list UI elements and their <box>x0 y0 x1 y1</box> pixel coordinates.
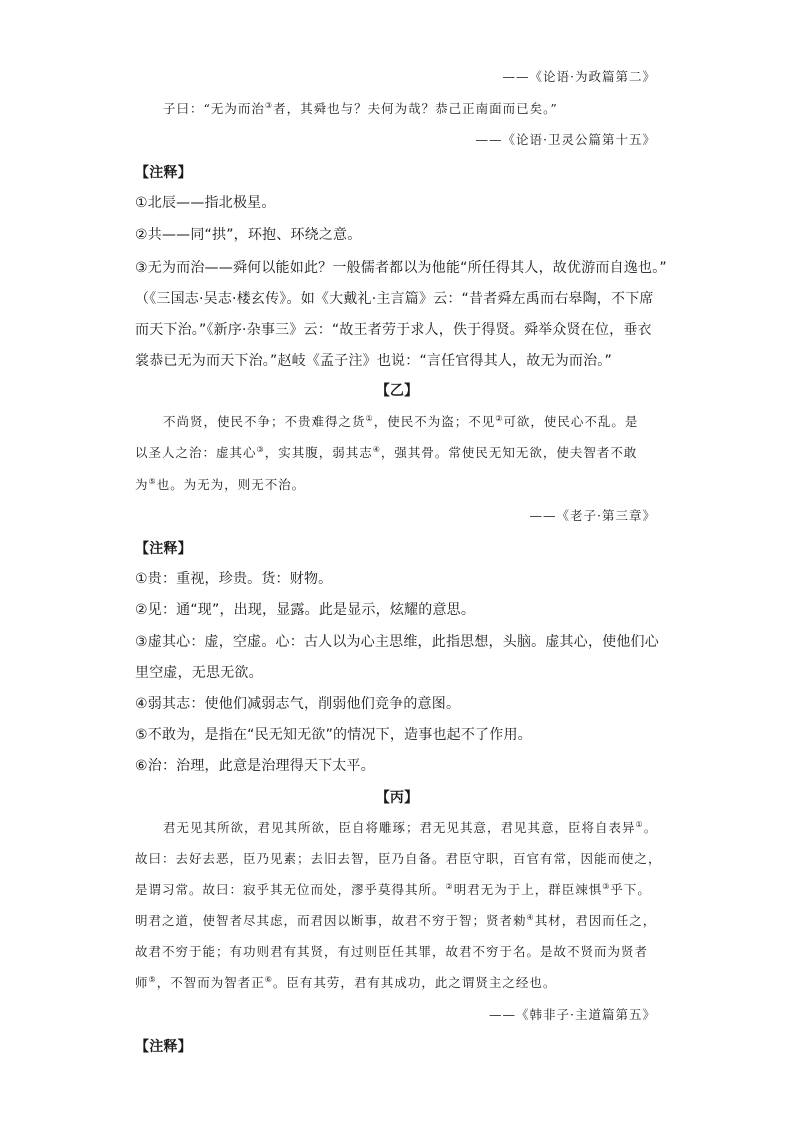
footnote-marker: ② <box>495 413 504 423</box>
note-line: ①贵：重视，珍贵。货：财物。 <box>135 571 333 587</box>
body-line <box>135 973 556 991</box>
body-line <box>163 412 638 430</box>
note-line: ④弱其志：使他们减弱志气，削弱他们竞争的意图。 <box>135 696 461 712</box>
body-line <box>135 880 651 898</box>
source-citation: ——《老子·第三章》 <box>529 508 656 523</box>
note-line: ②共——同“拱”，环抱、环绕之意。 <box>135 227 362 243</box>
source-citation: ——《论语·为政篇第二》 <box>502 69 656 84</box>
source-citation: ——《论语·卫灵公篇第十五》 <box>475 132 656 147</box>
section-heading: 【乙】 <box>375 383 419 399</box>
section-heading: 【丙】 <box>375 790 419 806</box>
text-span: 是谓习常。故曰：寂乎其无位而处，漻乎莫得其所。 <box>135 882 446 897</box>
footnote-marker: ③ <box>264 100 274 110</box>
footnote-marker: ④ <box>526 912 535 922</box>
footnote-marker: ④ <box>372 444 381 454</box>
note-line: 而天下治。”《新序·杂事三》云：“故王者劳于求人，佚于得贤。舜举众贤在位，垂衣 <box>135 322 652 338</box>
footnote-marker: ⑥ <box>264 974 273 984</box>
quote-text: 者，其舜也与？夫何为哉？恭己正南面而已矣。” <box>273 101 558 116</box>
note-line: ②见：通“现”，出现，显露。此是显示，炫耀的意思。 <box>135 602 476 618</box>
note-line: ③无为而治——舜何以能如此？一般儒者都以为他能“所任得其人，故优游而自逸也。” <box>135 260 667 276</box>
note-line: （《三国志·吴志·楼玄传》。如《大戴礼·主言篇》云：“昔者舜左禹而右皋陶，不下席 <box>135 291 654 307</box>
body-line <box>163 818 657 836</box>
note-line: 里空虚，无思无欲。 <box>135 665 263 681</box>
quote-line <box>163 99 558 117</box>
text-span: ，使民不为盗；不见 <box>373 414 496 429</box>
text-span: ，实其腹，弱其志 <box>264 445 373 460</box>
text-span: 。 <box>643 820 658 835</box>
body-line <box>135 475 305 493</box>
footnote-marker: ① <box>365 413 374 423</box>
text-span: 不尚贤，使民不争；不贵难得之货 <box>163 414 366 429</box>
footnote-marker: ⑤ <box>148 974 157 984</box>
text-span: 可欲，使民心不乱。是 <box>503 414 639 429</box>
text-span: 。臣有其劳，君有其成功，此之谓贤主之经也。 <box>272 975 557 990</box>
footnote-marker: ② <box>445 881 454 891</box>
footnote-marker: ⑤ <box>148 476 157 486</box>
notes-title: 【注释】 <box>135 165 192 181</box>
text-span: 师 <box>135 975 149 990</box>
text-span: 以圣人之治：虚其心 <box>135 445 257 460</box>
text-span: 其材，君因而任之， <box>534 913 657 928</box>
body-line <box>135 911 656 929</box>
note-line: 裳恭已无为而天下治。”赵岐《孟子注》也说：“言任官得其人，故无为而治。” <box>135 353 612 369</box>
text-span: 故君不穷于能；有功则君有其贤，有过则臣任其罪，故君不穷于名。是故不贤而为贤者 <box>135 944 649 959</box>
text-span: 君无见其所欲，君见其所欲，臣自将雕琢；君无见其意，君见其意，臣将自表异 <box>163 820 636 835</box>
text-span: 也。为无为，则无不治。 <box>156 477 306 492</box>
body-line <box>135 849 662 867</box>
footnote-marker: ③ <box>602 881 611 891</box>
quote-text: 子曰：“无为而治 <box>163 101 265 116</box>
text-span: 明君之道，使智者尽其虑，而君因以断事，故君不穷于智；贤者勑 <box>135 913 527 928</box>
body-line <box>135 942 648 960</box>
text-span: 故曰：去好去恶，臣乃见素；去旧去智，臣乃自备。君臣守职，百官有常，因能而使之， <box>135 851 662 866</box>
notes-title: 【注释】 <box>135 1039 192 1055</box>
body-line <box>135 443 637 461</box>
text-span: 明君无为于上，群臣竦惧 <box>453 882 603 897</box>
note-line: ⑥治：治理，此意是治理得天下太平。 <box>135 758 375 774</box>
note-line: ①北辰——指北极星。 <box>135 195 276 211</box>
text-span: ，强其骨。常使民无知无欲，使夫智者不敢 <box>380 445 638 460</box>
notes-title: 【注释】 <box>135 541 192 557</box>
note-line: ③虚其心：虚，空虚。心：古人以为心主思维，此指思想，头脑。虚其心，使他们心 <box>135 634 659 650</box>
note-line: ⑤不敢为，是指在“民无知无欲”的情况下，造事也起不了作用。 <box>135 727 532 743</box>
text-span: 乎下。 <box>610 882 651 897</box>
footnote-marker: ① <box>635 819 644 829</box>
text-span: ，不智而为智者正 <box>156 975 265 990</box>
source-citation: ——《韩非子·主道篇第五》 <box>489 1007 656 1022</box>
footnote-marker: ③ <box>256 444 265 454</box>
text-span: 为 <box>135 477 149 492</box>
